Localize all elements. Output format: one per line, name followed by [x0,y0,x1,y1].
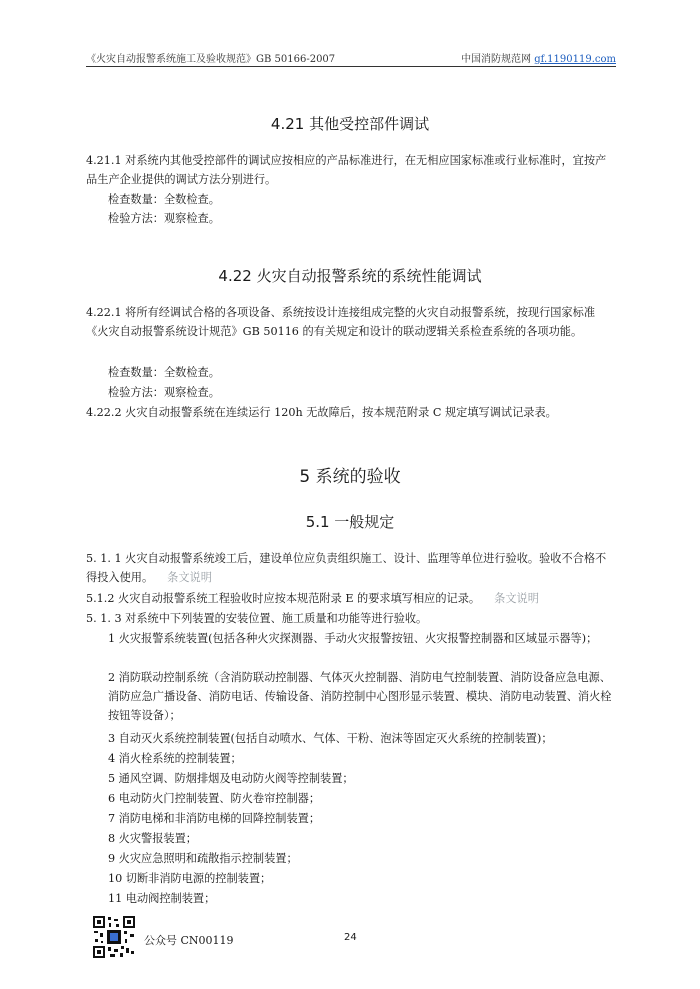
header-divider [86,66,616,67]
check-quantity: 检查数量：全数检查。 [108,366,220,379]
clause-4-21-1: 4.21.1 对系统内其他受控部件的调试应按相应的产品标准进行，在无相应国家标准或行业标准时，宜按产品生产企业提供的调试方法分别进行。 [86,154,607,186]
document-title: 《火灾自动报警系统施工及验收规范》GB 50166-2007 [86,54,336,65]
check-quantity: 检查数量：全数检查。 [108,193,220,206]
commentary-link[interactable]: 条文说明 [494,592,539,605]
list-item: 10 切断非消防电源的控制装置； [108,872,272,885]
list-item: 6 电动防火门控制装置、防火卷帘控制器； [108,792,321,805]
page-number: 24 [344,932,357,943]
page-header [86,50,616,66]
section-heading-5-1: 5.1 一般规定 [305,513,395,531]
chapter-heading: 5 系统的验收 [299,467,401,487]
list-item: 4 消火栓系统的控制装置； [108,752,242,765]
list-item: 5 通风空调、防烟排烟及电动防火阀等控制装置； [108,772,354,785]
list-item: 11 电动阀控制装置； [108,892,216,905]
clause-5-1-3: 5. 1. 3 对系统中下列装置的安装位置、施工质量和功能等进行验收。 [86,612,428,625]
clause-text: 5. 1. 1 火灾自动报警系统竣工后，建设单位应负责组织施工、设计、监理等单位进行验收。验收不合格不得投入使用。 [86,552,607,584]
qr-code-icon [92,915,136,959]
check-method: 检验方法：观察检查。 [108,386,220,399]
clause-5-1-1 [86,549,616,587]
wechat-account: 公众号 CN00119 [144,934,234,947]
section-heading-4-21: 4.21 其他受控部件调试 [270,115,430,133]
list-item: 7 消防电梯和非消防电梯的回降控制装置； [108,812,321,825]
clause-4-22-1: 4.22.1 将所有经调试合格的各项设备、系统按设计连接组成完整的火灾自动报警系统，按现行国家标准《火灾自动报警系统设计规范》GB 50116 的有关规定和设计的联动逻辑关系检查系统的各项功能。 [86,306,596,338]
list-item: 9 火灾应急照明和疏散指示控制装置； [108,852,298,865]
list-item: 8 火灾警报装置； [108,832,197,845]
clause-text: 5.1.2 火灾自动报警系统工程验收时应按本规范附录 E 的要求填写相应的记录。 [86,592,481,605]
list-item: 2 消防联动控制系统（含消防联动控制器、气体灭火控制器、消防电气控制装置、消防设备应急电源、消防应急广播设备、消防电话、传输设备、消防控制中心图形显示装置、模块、消防电动装置、消火栓按钮等设备）； [108,671,612,722]
site-credit [461,50,616,65]
section-heading-4-22: 4.22 火灾自动报警系统的系统性能调试 [218,267,482,285]
list-item: 1 火灾报警系统装置(包括各种火灾探测器、手动火灾报警按钮、火灾报警控制器和区域显示器等)； [108,632,598,645]
site-name: 中国消防规范网 [461,54,532,65]
site-link[interactable]: gf.1190119.com [534,54,616,65]
commentary-link[interactable]: 条文说明 [167,571,212,584]
check-method: 检验方法：观察检查。 [108,212,220,225]
clause-5-1-2 [86,589,616,608]
list-item: 3 自动灭火系统控制装置(包括自动喷水、气体、干粉、泡沫等固定灭火系统的控制装置)； [108,732,553,745]
clause-4-22-2: 4.22.2 火灾自动报警系统在连续运行 120h 无故障后，按本规范附录 C 规定填写调试记录表。 [86,406,557,419]
